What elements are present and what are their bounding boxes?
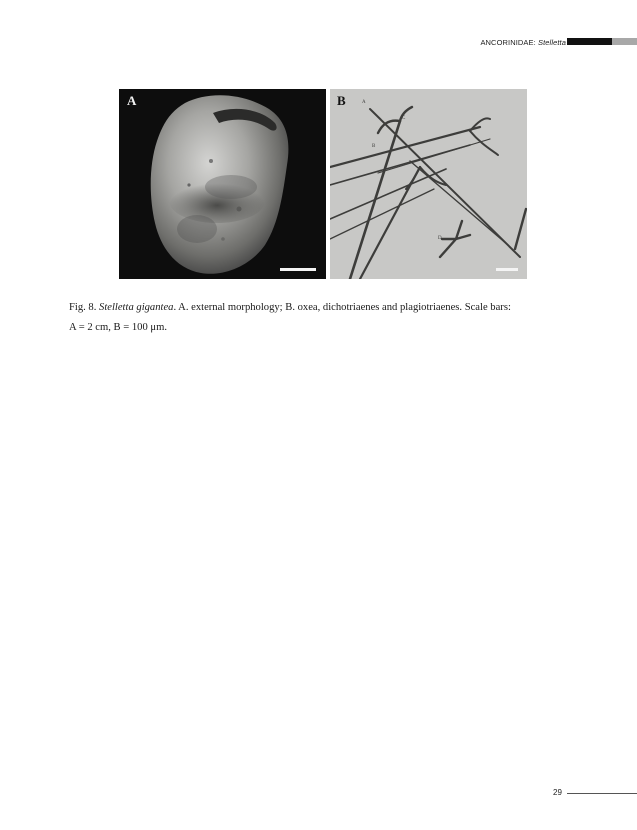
running-head-genus: Stelletta xyxy=(538,38,566,47)
figure-panel-a xyxy=(119,89,326,279)
svg-text:B: B xyxy=(372,144,376,149)
header-grey-bar xyxy=(612,38,637,45)
caption-species: Stelletta gigantea xyxy=(99,302,174,313)
svg-text:C: C xyxy=(402,116,406,121)
caption-prefix: Fig. 8. xyxy=(69,302,97,313)
page-number: 29 xyxy=(553,788,562,797)
panel-b-label: B xyxy=(337,93,346,108)
panel-b-scale-bar xyxy=(496,268,518,271)
figure-panel-b xyxy=(330,89,527,279)
caption-text-2: A = 2 cm, B = 100 μm. xyxy=(69,322,167,333)
svg-text:D: D xyxy=(438,236,442,241)
svg-text:A: A xyxy=(362,100,366,105)
header-black-bar xyxy=(567,38,612,45)
sponge-photo xyxy=(119,89,326,279)
running-head xyxy=(480,38,566,47)
panel-a-scale-bar xyxy=(280,268,316,271)
panel-a-label: A xyxy=(127,93,137,108)
spicules-micrograph xyxy=(330,89,527,279)
running-head-family: ANCORINIDAE: xyxy=(480,38,536,47)
footer-rule xyxy=(567,793,637,794)
figure-caption xyxy=(69,298,569,338)
caption-text-1: . A. external morphology; B. oxea, dichotriaenes and plagiotriaenes. Scale bars: xyxy=(173,302,511,313)
